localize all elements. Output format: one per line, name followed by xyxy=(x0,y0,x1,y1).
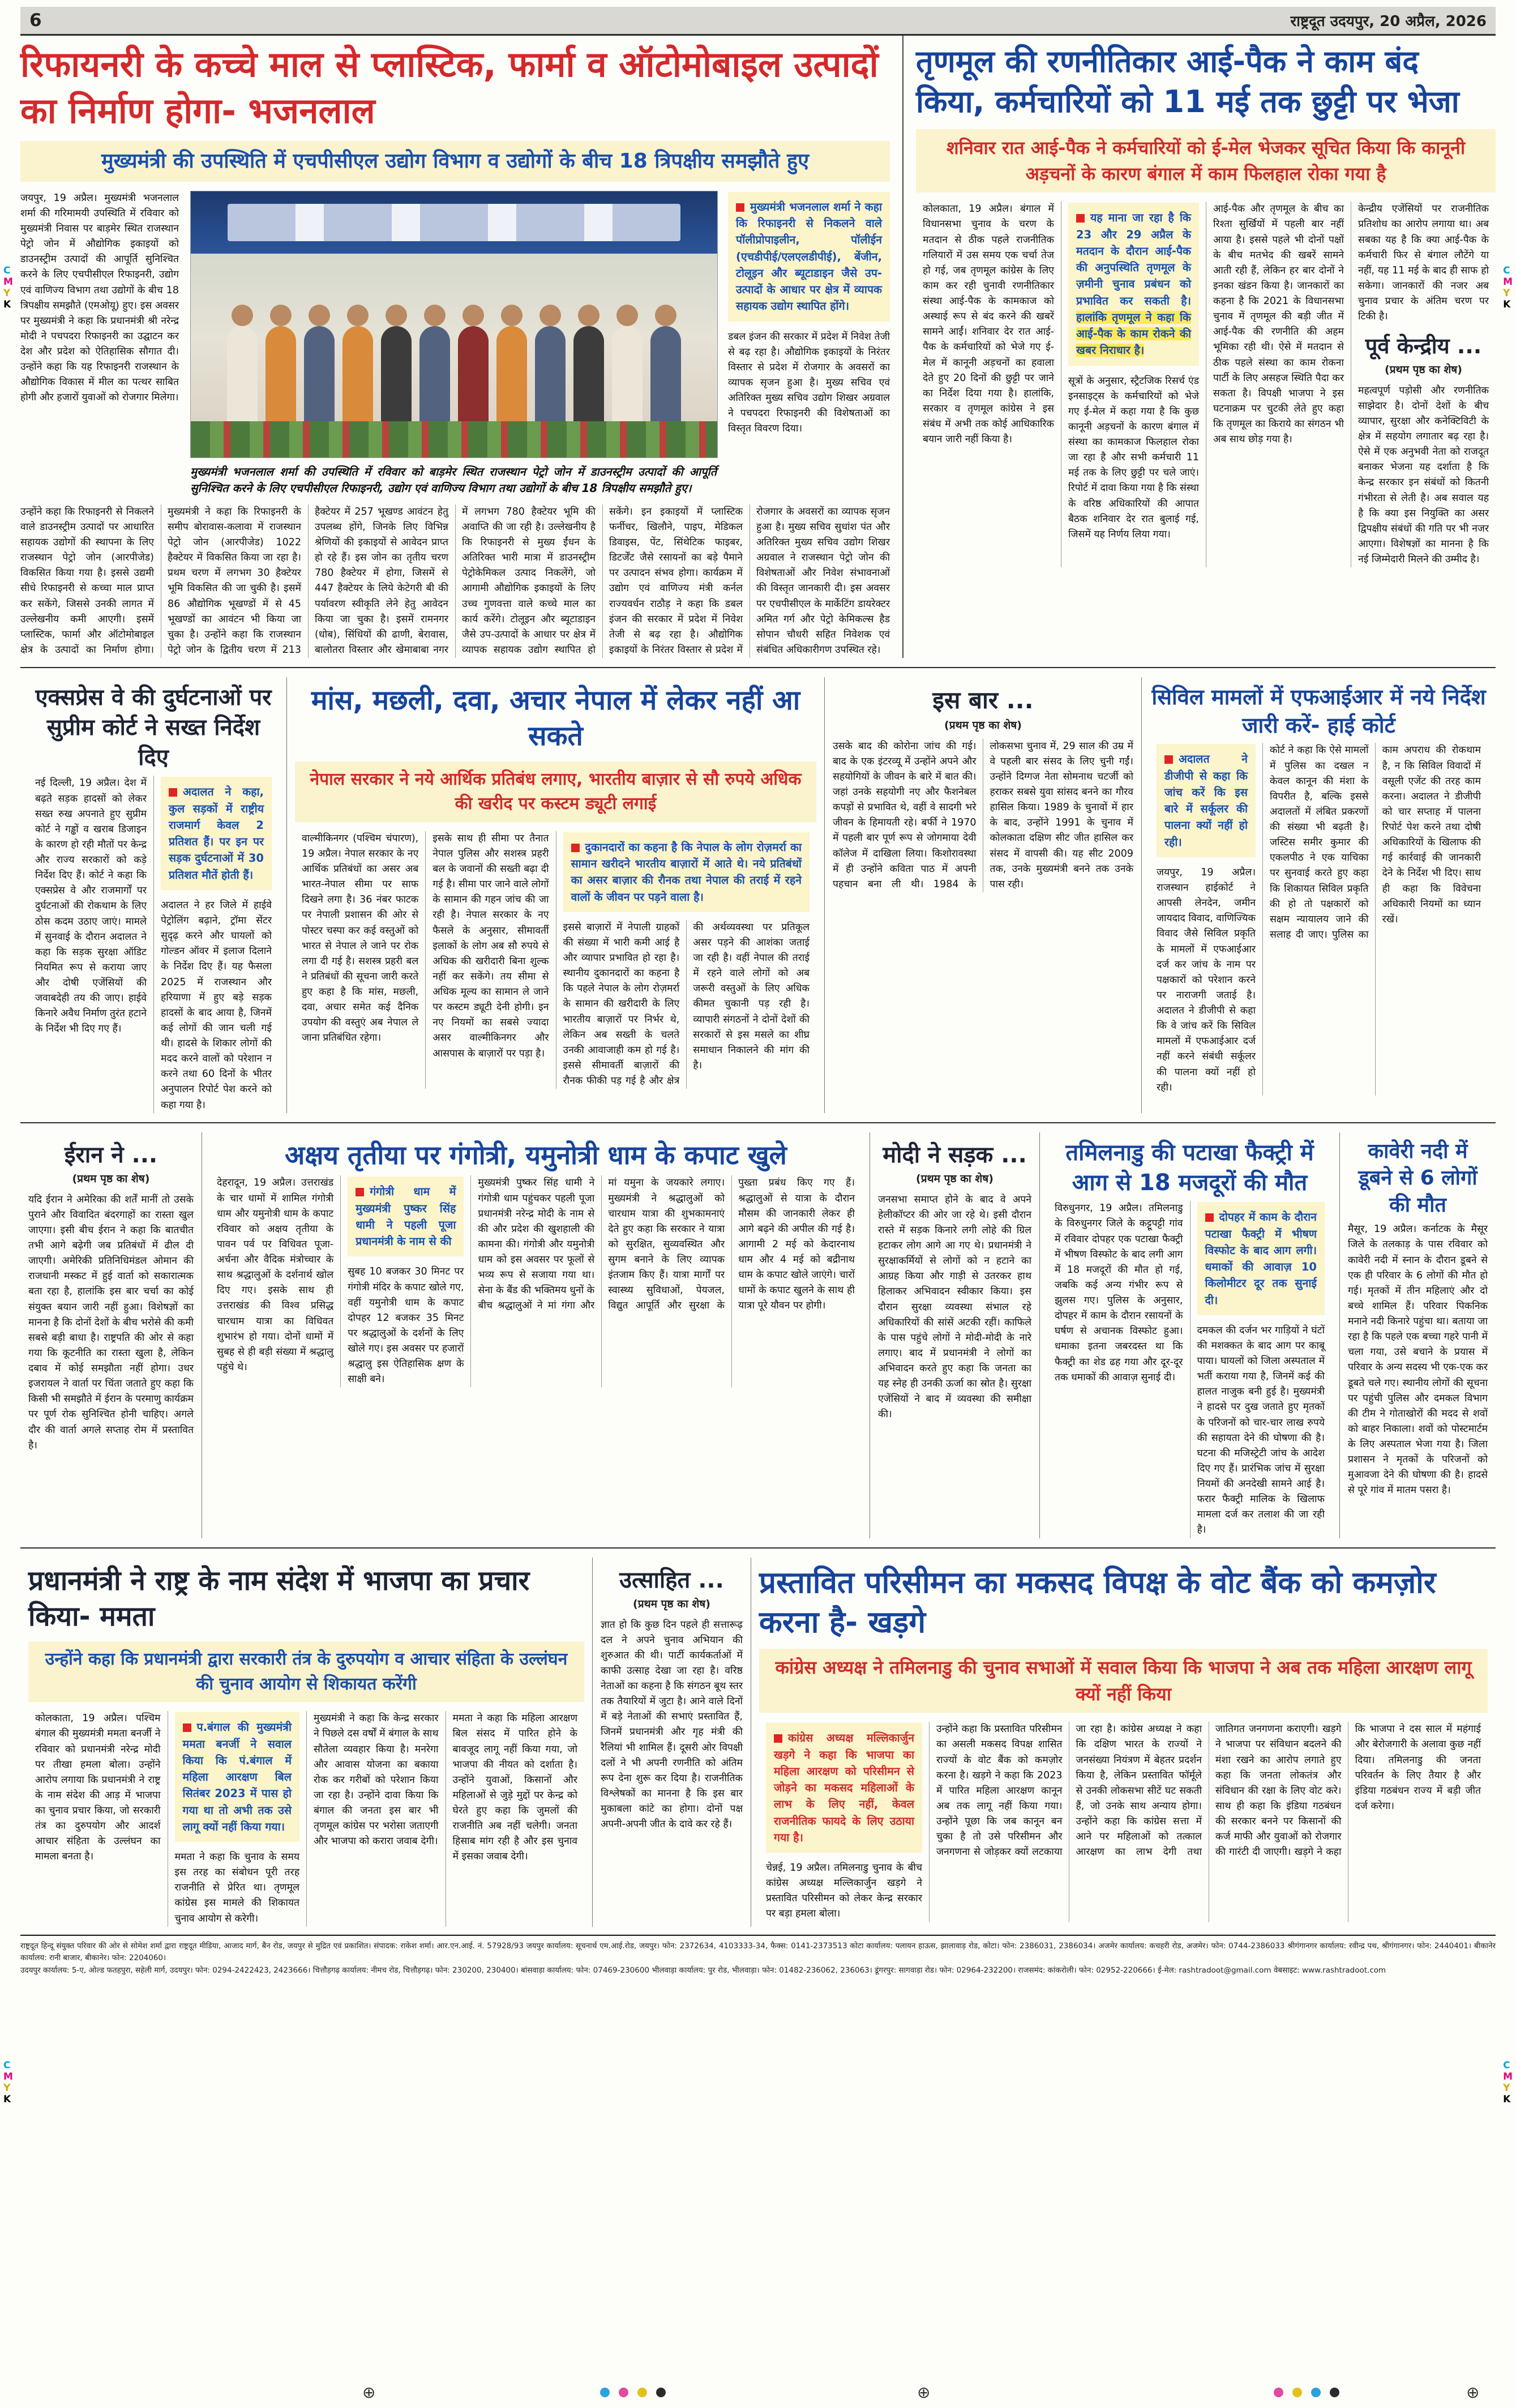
civil-col1 xyxy=(1150,743,1262,1095)
cmyk-letter-y: Y xyxy=(1503,2082,1510,2094)
mamata-headline: प्रधानमंत्री ने राष्ट्र के नाम संदेश में भाजपा का प्रचार किया- ममता xyxy=(28,1564,530,1632)
article-iran-continued xyxy=(20,1132,202,1538)
refinery-body: उन्होंने कहा कि रिफाइनरी से निकलने वाले डाउनस्ट्रीम उत्पादों पर आधारित सहायक उद्योगों की स्थापना के लिए राजस्थान पेट्रो जोन (आरपीजेड) विकसित किया गया है। इससे उद्यमी सीधे रिफाइनरी से कच्चा माल प्राप्त कर सकेंगे, जिससे उनकी लागत में उल्लेखनीय कमी आएगी। इसमें प्लास्टिक, फार्मा और ऑटोमोबाइल क्षेत्र के उत्पादों का निर्माण होगा। मुख्यमंत्री ने कहा कि रिफाइनरी के समीप बोरावास-कलावा में राजस्थान पेट्रो जोन (आरपीजेड) 1022 हैक्टेयर में विकसित किया जा रहा है। प्रथम चरण में लगभग 30 हैक्टेयर भूमि विकसित की जा चुकी है। इसमें 86 औद्योगिक भूखण्डों में से 45 भूखण्डों का आवंटन भी किया जा चुका है। उन्होंने कहा कि राजस्थान पेट्रो जोन के द्वितीय चरण में 213 हैक्टेयर में 257 भूखण्ड आवंटन हेतु उपलब्ध होंगे, जिनके लिए विभिन्न श्रेणियों की इकाइयों से आवेदन प्राप्त हो रहे हैं। इस जोन का तृतीय चरण 780 हैक्टेयर में होगा, जिसमें से 447 हैक्टेयर के लिये केटेगरी बी की पर्यावरण स्वीकृति लेने हेतु आवेदन किया जा चुका है। इसमें रामनगर (धोब), सिंधियों की ढाणी, बेरावास, बालोतरा विस्तार और खेमाबाबा नगर में लगभग 780 हैक्टेयर भूमि की अवाप्ति की जा रही है। उल्लेखनीय है कि रिफाइनरी से मुख्य ईंधन के अतिरिक्त भारी मात्रा में डाउनस्ट्रीम पेट्रोकेमिकल उत्पाद निकलेंगे, जो आगामी औद्योगिक इकाइयों के लिए उच्च गुणवत्ता वाले कच्चे माल का कार्य करेंगे। टोलूइन और ब्यूटाडाइन जैसे उप-उत्पादों के आधार पर क्षेत्र में व्यापक सहायक उद्योग स्थापित हो सकेंगे। इन इकाइयों में प्लास्टिक फर्नीचर, खिलौने, पाइप, मेडिकल डिवाइस, पेंट, सिंथेटिक फाइबर, डिटर्जेंट जैसे रसायनों का बड़े पैमाने पर उत्पादन संभव होगा। कार्यक्रम में उद्योग एवं वाणिज्य मंत्री कर्नल राज्यवर्धन राठौड़ ने कहा कि डबल इंजन की सरकार में प्रदेश में निवेश तेजी से बढ़ रहा है। औद्योगिक इकाइयों के निरंतर विस्तार से प्रदेश में रोजगार के अवसरों का व्यापक सृजन हुआ है। मुख्य सचिव सुधांश पंत और अतिरिक्त मुख्य सचिव उद्योग शिखर अग्रवाल ने राजस्थान पेट्रो जोन की विशेषताओं और निवेश संभावनाओं की विस्तृत जानकारी दी। इस अवसर पर एचपीसीएल के मार्केटिंग डायरेक्टर अमित गर्ग और पेट्रो केमिकल्स हैड सोपान चौधरी सहित निवेशक एवं संबंधित अधिकारीगण उपस्थित रहे। xyxy=(20,506,890,656)
firework-pullquote-box xyxy=(1197,1202,1325,1315)
kharge-body: उन्होंने कहा कि प्रस्तावित परिसीमन का असली मकसद विपक्ष शासित राज्यों के वोट बैंक को कमज़ोर करना है। खड़गे ने कहा कि 2023 में पारित महिला आरक्षण कानून अब तक लागू नहीं किया गया। उन्होंने पूछा कि जब कानून बन चुका है तो उसे परिसीमन और जनगणना से जोड़कर क्यों लटकाया जा रहा है। कांग्रेस अध्यक्ष ने कहा कि दक्षिण भारत के राज्यों ने जनसंख्या नियंत्रण में बेहतर प्रदर्शन किया है, लेकिन प्रस्तावित फॉर्मूले से उनकी लोकसभा सीटें घट सकती हैं, जो उनके साथ अन्याय होगा। उन्होंने कहा कि कांग्रेस सत्ता में आने पर महिलाओं को तत्काल आरक्षण का लाभ देगी तथा जातिगत जनगणना कराएगी। खड़गे ने भाजपा पर संविधान बदलने की मंशा रखने का आरोप लगाते हुए कहा कि जनता लोकतंत्र और संविधान की रक्षा के लिए वोट करे। साथ ही कहा कि इंडिया गठबंधन की सरकार बनने पर किसानों की कर्ज माफी और युवाओं को रोजगार की गारंटी दी जाएगी। खड़गे ने कहा कि भाजपा ने दस साल में महंगाई और बेरोजगारी के अलावा कुछ नहीं दिया। तमिलनाडु की जनता परिवर्तन के लिए तैयार है और इंडिया गठबंधन राज्य में बड़ी जीत दर्ज करेगा। xyxy=(929,1722,1488,1922)
registration-dot-yellow-icon xyxy=(637,2388,647,2397)
iran-headline: ईरान ने ... xyxy=(64,1141,158,1168)
article-refinery xyxy=(20,36,903,658)
cmyk-letter-c: C xyxy=(1503,265,1510,276)
expressway-col2-text: अदालत ने हर जिले में हाईवे पेट्रोलिंग बढ़ाने, ट्रॉमा सेंटर सुदृढ़ करने और घायलों को गोल्डन ऑवर में इलाज दिलाने के निर्देश दिए हैं। यह फैसला 2025 में राजस्थान और हरियाणा में हुए बड़े सड़क हादसों के बाद आया है, जिनमें कई लोगों की जान चली गई थी। हादसे के शिकार लोगों की मदद करने वालों को परेशान न करने तथा 60 दिनों के भीतर अनुपालन रिपोर्ट पेश करने को कहा गया है। xyxy=(161,899,272,1111)
continued-kicker: (प्रथम पृष्ठ का शेष) xyxy=(916,1172,993,1185)
refinery-pullquote-box xyxy=(728,192,890,322)
firework-col2 xyxy=(1190,1201,1332,1538)
continued-kicker: (प्रथम पृष्ठ का शेष) xyxy=(944,718,1022,732)
chardham-col2-text: सुबह 10 बजकर 30 मिनट पर गंगोत्री मंदिर के कपाट खोले गए, वहीं यमुनोत्री धाम के कपाट दोपहर 12 बजकर 35 मिनट पर श्रद्धालुओं के दर्शनों के लिए खोले गए। इस अवसर पर हजारों श्रद्धालु इस ऐतिहासिक क्षण के साक्षी बने। xyxy=(348,1266,464,1385)
refinery-lead: जयपुर, 19 अप्रैल। मुख्यमंत्री भजनलाल शर्मा की गरिमामयी उपस्थिति में रविवार को मुख्यमंत्री निवास पर बाड़मेर स्थित राजस्थान पेट्रो जोन में औद्योगिक इकाइयों को डाउनस्ट्रीम उत्पादों की आपूर्ति सुनिश्चित करने के लिए एचपीसीएल रिफाइनरी, उद्योग एवं वाणिज्य विभाग तथा उद्योगों के बीच 18 त्रिपक्षीय समझौते (एमओयू) हुए। इस अवसर पर मुख्यमंत्री ने कहा कि प्रधानमंत्री श्री नरेन्द्र मोदी ने पचपदरा रिफाइनरी का उद्घाटन कर देश और प्रदेश को ऐतिहासिक सौगात दी। उन्होंने कहा कि यह रिफाइनरी राजस्थान के औद्योगिक विकास में मील का पत्थर साबित होगी और हजारों युवाओं को रोजगार मिलेगा। xyxy=(20,192,179,404)
cmyk-mark-left-bottom xyxy=(3,2061,13,2105)
registration-crosshair-icon: ⊕ xyxy=(362,2383,376,2402)
kharge-pullquote-box xyxy=(766,1723,922,1853)
top-section xyxy=(20,36,1496,658)
registration-dot-cyan-icon xyxy=(600,2388,610,2397)
bullet-square-icon xyxy=(1164,755,1173,764)
firework-headline: तमिलनाडु की पटाखा फैक्ट्री में आग से 18 मजदूरों की मौत xyxy=(1065,1139,1314,1196)
refinery-pullquote-text: मुख्यमंत्री भजनलाल शर्मा ने कहा कि रिफाइनरी से निकलने वाले पॉलीप्रोपाइलीन, पॉलीईन (एचडीपीई/एलएलडीपीई), बेंजीन, टोलूइन और ब्यूटाडाइन जैसे उप-उत्पादों के आधार पर क्षेत्र में व्यापक सहायक उद्योग स्थापित होंगे। xyxy=(736,200,882,313)
civil-col23-text: कोर्ट ने कहा कि ऐसे मामलों में पुलिस का दखल न केवल कानून की मंशा के विपरीत है, बल्कि इससे अदालतों में लंबित प्रकरणों की संख्या भी बढ़ती है। जस्टिस समीर कुमार की एकलपीठ ने एक याचिका पर सुनवाई करते हुए कहा कि शिकायत सिविल प्रकृति की हो तो पक्षकारों को सक्षम न्यायालय जाने की सलाह दी जाए। पुलिस का काम अपराध की रोकथाम है, न कि सिविल विवादों में वसूली एजेंट की तरह काम करना। अदालत ने डीजीपी को चार सप्ताह में पालना रिपोर्ट पेश करने तथा दोषी अधिकारियों के खिलाफ की गई कार्रवाई की जानकारी देने के निर्देश भी दिए। साथ ही कहा कि विवेचना अधिकारी नियमों का ध्यान रखें। xyxy=(1262,743,1488,1095)
civil-headline: सिविल मामलों में एफआईआर में नये निर्देश जारी करें- हाई कोर्ट xyxy=(1151,685,1486,738)
bullet-square-icon xyxy=(571,844,580,852)
kharge-col1-text: चेन्नई, 19 अप्रैल। तमिलनाडु चुनाव के बीच कांग्रेस अध्यक्ष मल्लिकार्जुन खड़गे ने प्रस्तावित परिसीमन को लेकर केन्द्र सरकार पर बड़ा हमला बोला। xyxy=(766,1862,922,1920)
mamata-col4: ममता ने कहा कि महिला आरक्षण बिल संसद में पारित होने के बावजूद लागू नहीं किया गया, जो भाजपा की नीयत को दर्शाता है। उन्होंने युवाओं, किसानों और महिलाओं से जुड़े मुद्दों पर केन्द्र को घेरते हुए कहा कि जुमलों की राजनीति अब नहीं चलेगी। जनता हिसाब मांग रही है और इस चुनाव में इसका जवाब देगी। xyxy=(446,1711,585,1926)
bottom-section xyxy=(20,1558,1496,1927)
cmyk-letter-k: K xyxy=(3,299,11,310)
cmyk-letter-y: Y xyxy=(3,2082,11,2094)
bullet-square-icon xyxy=(774,1734,782,1743)
expressway-pullquote-text: अदालत ने कहा, कुल सड़कों में राष्ट्रीय राजमार्ग केवल 2 प्रतिशत हैं। पर इन पर सड़क दुर्घटनाओं में 30 प्रतिशत मौतें होती हैं। xyxy=(169,785,264,882)
modi-body: जनसभा समाप्त होने के बाद वे अपने हेलीकॉप्टर की ओर जा रहे थे। इसी दौरान रास्ते में सड़क किनारे लगी लोहे की ग्रिल हटाकर लोग आगे आ गए थे। प्रधानमंत्री ने सुरक्षाकर्मियों से लोगों को न हटाने का आग्रह किया और गाड़ी से उतरकर हाथ हिलाकर अभिवादन स्वीकार किया। इस दौरान सुरक्षा व्यवस्था संभाल रहे अधिकारियों की सांसें अटकी रहीं। काफिले के पास पहुंचे लोगों ने मोदी-मोदी के नारे लगाए। बाद में प्रधानमंत्री ने लोगों का अभिवादन करते हुए कहा कि जनता का यह स्नेह ही उनकी ऊर्जा का स्रोत है। सुरक्षा एजेंसियों ने बाद में व्यवस्था की समीक्षा की। xyxy=(878,1194,1031,1421)
nepal-pullquote-box xyxy=(563,832,810,912)
purva-kendriya-body: महत्वपूर्ण पड़ोसी और रणनीतिक साझेदार है। दोनों देशों के बीच व्यापार, सुरक्षा और कनेक्टिविटी के क्षेत्र में सहयोग लगातार बढ़ रहा है। ऐसे में एक अनुभवी नेता को राजदूत बनाकर भेजना यह दर्शाता है कि केन्द्र सरकार इन संबंधों को कितनी गंभीरता से लेती है। अब सवाल यह है कि क्या इस नियुक्ति का असर द्विपक्षीय संबंधों की गति पर भी नजर आएगा। विशेषज्ञों का मानना है कि नई जिम्मेदारी मिलने की उम्मीद है। xyxy=(1358,384,1489,566)
cmyk-letter-k: K xyxy=(1503,299,1511,310)
ipac-col2 xyxy=(1061,202,1206,567)
nepal-col2: इसके साथ ही सीमा पर तैनात नेपाल पुलिस और सशस्त्र प्रहरी बल के जवानों की सख्ती बढ़ा दी गई है। सीमा पार जाने वाले लोगों के सामान की गहन जांच की जा रही है। नेपाल सरकार के नए फैसले के अनुसार, सीमावर्ती इलाकों के लोग अब सौ रुपये से अधिक की खरीदारी बिना शुल्क नहीं कर सकेंगे। तय सीमा से अधिक मूल्य का सामान ले जाने पर कस्टम ड्यूटी देनी होगी। इन नए नियमों का सबसे ज्यादा असर वाल्मीकिनगर और आसपास के बाज़ारों पर पड़ा है। xyxy=(425,831,555,1089)
purva-kendriya-headline: पूर्व केन्द्रीय ... xyxy=(1365,333,1482,359)
bullet-square-icon xyxy=(1076,214,1085,223)
ipac-subhead: शनिवार रात आई-पैक ने कर्मचारियों को ई-मेल भेजकर सूचित किया कि कानूनी अड़चनों के कारण बंगाल में काम फिलहाल रोका गया है xyxy=(916,129,1496,193)
nepal-pullquote-text: दुकानदारों का कहना है कि नेपाल के लोग रोज़मर्रा का सामान खरीदने भारतीय बाज़ारों में आते थे। नये प्रतिबंधों का असर बाज़ार की रौनक तथा नेपाल की तराई में रहने वालों के जीवन पर पड़ने वाला है। xyxy=(571,840,802,904)
expressway-columns xyxy=(28,776,279,1113)
kaveri-headline: कावेरी नदी में डूबने से 6 लोगों की मौत xyxy=(1358,1139,1478,1217)
kharge-pullquote-text: कांग्रेस अध्यक्ष मल्लिकार्जुन खड़गे ने कहा कि भाजपा का महिला आरक्षण को परिसीमन से जोड़ने का मकसद महिलाओं के लाभ के लिए नहीं, केवल राजनीतिक फायदे के लिए उठाया गया है। xyxy=(774,1731,914,1844)
mamata-columns xyxy=(28,1711,584,1926)
cmyk-letter-m: M xyxy=(1503,2071,1513,2082)
middle-section-1 xyxy=(20,677,1496,1113)
imprint-block xyxy=(20,1935,1496,1977)
cmyk-letter-y: Y xyxy=(3,288,11,299)
chardham-col2 xyxy=(340,1175,470,1387)
continued-kicker: (प्रथम पृष्ठ का शेष) xyxy=(72,1172,150,1185)
nepal-col34 xyxy=(556,831,817,1089)
registration-dot-yellow-icon xyxy=(1292,2388,1302,2397)
refinery-side-column xyxy=(728,191,890,497)
ipac-columns xyxy=(916,202,1496,567)
registration-dots-left xyxy=(600,2388,666,2397)
kharge-subhead: कांग्रेस अध्यक्ष ने तमिलनाडु की चुनाव सभाओं में सवाल किया कि भाजपा ने अब तक महिला आरक्षण लागू क्यों नहीं किया xyxy=(759,1649,1488,1713)
registration-dot-black-icon xyxy=(1330,2388,1339,2397)
photo-caption: मुख्यमंत्री भजनलाल शर्मा की उपस्थिति में रविवार को बाड़मेर स्थित राजस्थान पेट्रो जोन में डाउनस्ट्रीम उत्पादों की आपूर्ति सुनिश्चित करने के लिए एचपीसीएल रिफाइनरी, उद्योग एवं वाणिज्य विभाग तथा उद्योगों के बीच 18 त्रिपक्षीय समझौते हुए। xyxy=(190,464,717,495)
civil-columns xyxy=(1150,743,1488,1095)
excited-headline: उत्साहित ... xyxy=(619,1567,724,1593)
registration-crosshair-icon: ⊕ xyxy=(917,2383,931,2402)
cmyk-mark-right-bottom xyxy=(1503,2061,1513,2105)
ipac-col1: कोलकाता, 19 अप्रैल। बंगाल में विधानसभा चुनाव के चरण के मतदान से ठीक पहले राजनीतिक गलियारों में उस समय एक चर्चा तेज हो गई, जब तृणमूल कांग्रेस के लिए काम कर रही चुनावी रणनीतिकार संस्था आई-पैक के कामकाज को अस्थाई रूप से बंद करने की खबरें सामने आईं। शनिवार देर रात आई-पैक के कर्मचारियों को भेजे गए ई-मेल में कानूनी अड़चनों का हवाला देते हुए 20 दिनों की छुट्टी पर जाने का निर्देश दिया गया है। हालांकि, सरकार व तृणमूल कांग्रेस ने इस संबंध में अभी तक कोई आधिकारिक बयान जारी नहीं किया है। xyxy=(923,203,1054,446)
article-isbaar-continued xyxy=(824,677,1141,1113)
bullet-square-icon xyxy=(169,788,177,797)
firework-col2-text: दमकल की दर्जन भर गाड़ियों ने घंटों की मशक्कत के बाद आग पर काबू पाया। घायलों को जिला अस्पताल में भर्ती कराया गया है, जिनमें कई की हालत नाजुक बनी हुई है। मुख्यमंत्री ने हादसे पर दुख जताते हुए मृतकों के परिजनों को चार-चार लाख रुपये की सहायता देने की घोषणा की है। घटना की मजिस्ट्रेटी जांच के आदेश दिए गए हैं। प्रारंभिक जांच में सुरक्षा नियमों की अनदेखी सामने आई है। फरार फैक्ट्री मालिक के खिलाफ मामला दर्ज कर तलाश की जा रही है। xyxy=(1197,1324,1325,1536)
ipac-pullquote-text: यह माना जा रहा है कि 23 और 29 अप्रैल के मतदान के दौरान आई-पैक की अनुपस्थिति तृणमूल के ज़मीनी चुनाव प्रबंधन को प्रभावित कर सकती है। xyxy=(1076,211,1191,307)
modi-headline: मोदी ने सड़क ... xyxy=(883,1141,1027,1168)
registration-dot-magenta-icon xyxy=(619,2388,628,2397)
expressway-col2 xyxy=(153,776,279,1113)
refinery-side-text: डबल इंजन की सरकार में प्रदेश में निवेश तेजी से बढ़ रहा है। औद्योगिक इकाइयों के निरंतर विस्तार से प्रदेश में रोजगार के अवसरों का व्यापक सृजन हुआ है। मुख्य सचिव एवं अतिरिक्त मुख्य सचिव उद्योग शिखर अग्रवाल ने पचपदरा रिफाइनरी की विशेषताओं का विस्तृत विवरण दिया। xyxy=(728,331,890,435)
bullet-square-icon xyxy=(736,203,744,212)
masthead-dateline: राष्ट्रदूत उदयपुर, 20 अप्रैल, 2026 xyxy=(1290,13,1487,30)
page-number: 6 xyxy=(29,10,42,31)
kharge-col1 xyxy=(759,1722,929,1922)
expressway-col1: नई दिल्ली, 19 अप्रैल। देश में बढ़ते सड़क हादसों को लेकर सख्त रुख अपनाते हुए सुप्रीम कोर्ट ने गड्ढों व खराब डिजाइन के कारण हो रही मौतों पर केन्द्र और राज्य सरकारों को कड़े निर्देश दिए हैं। कोर्ट ने कहा कि एक्सप्रेस वे और राजमार्गों पर दुर्घटनाओं की रोकथाम के लिए ठोस कदम उठाए जाएं। मामले में सुनवाई के दौरान अदालत ने कहा कि सड़क सुरक्षा ऑडिट नियमित रूप से कराया जाए और दोषी एजेंसियों की जवाबदेही तय की जाए। हाईवे किनारे अवैध निर्माण तुरंत हटाने के निर्देश भी दिए गए हैं। xyxy=(35,777,147,1035)
cmyk-letter-c: C xyxy=(3,265,11,276)
chardham-pullquote-box xyxy=(348,1177,464,1256)
chardham-col345-text: मुख्यमंत्री पुष्कर सिंह धामी ने गंगोत्री धाम पहुंचकर पहली पूजा प्रधानमंत्री नरेन्द्र मोदी के नाम से की और प्रदेश की खुशहाली की कामना की। गंगोत्री और यमुनोत्री धाम को इस अवसर पर फूलों से भव्य रूप से सजाया गया था। सेना के बैंड की भक्तिमय धुनों के बीच श्रद्धालुओं ने मां गंगा और मां यमुना के जयकारे लगाए। मुख्यमंत्री ने श्रद्धालुओं को चारधाम यात्रा की शुभकामनाएं देते हुए कहा कि सरकार ने यात्रा को सुरक्षित, सुव्यवस्थित और सुगम बनाने के लिए व्यापक इंतजाम किए हैं। यात्रा मार्गों पर स्वास्थ्य सुविधाओं, पेयजल, विद्युत आपूर्ति और सुरक्षा के पुख्ता प्रबंध किए गए हैं। श्रद्धालुओं से यात्रा के दौरान मौसम की जानकारी लेकर ही आगे बढ़ने की अपील की गई है। आगामी 2 मई को केदारनाथ धाम और 4 मई को बद्रीनाथ धाम के कपाट खोले जाएंगे। चारों धामों के कपाट खुलने के साथ ही यात्रा पूरे यौवन पर होगी। xyxy=(470,1175,862,1387)
mamata-col3: मुख्यमंत्री ने कहा कि केन्द्र सरकार ने पिछले दस वर्षों में बंगाल के साथ सौतेला व्यवहार किया है। मनरेगा और आवास योजना का बकाया रोक कर गरीबों को परेशान किया जा रहा है। उन्होंने दावा किया कि बंगाल की जनता इस बार भी तृणमूल कांग्रेस पर भरोसा जताएगी और भाजपा को करारा जवाब देगी। xyxy=(306,1711,446,1926)
expressway-pullquote-box xyxy=(161,777,272,890)
article-expressway xyxy=(20,677,286,1113)
cmyk-letter-m: M xyxy=(1503,276,1513,288)
isbaar-headline: इस बार ... xyxy=(932,686,1034,715)
firework-pullquote-text: दोपहर में काम के दौरान पटाखा फैक्ट्री में भीषण विस्फोट के बाद आग लगी। धमाकों की आवाज़ 10 किलोमीटर दूर तक सुनाई दी। xyxy=(1205,1211,1317,1307)
section-divider xyxy=(20,1547,1496,1549)
kaveri-body: मैसूर, 19 अप्रैल। कर्नाटक के मैसूर जिले के तलकाड़ के पास रविवार को कावेरी नदी में स्नान के दौरान डूबने से एक ही परिवार के 6 लोगों की मौत हो गई। मृतकों में तीन महिलाएं और दो बच्चे शामिल हैं। परिवार पिकनिक मनाने नदी किनारे पहुंचा था। बताया जा रहा है कि पहले एक बच्चा गहरे पानी में चला गया, उसे बचाने के प्रयास में परिवार के अन्य सदस्य भी एक-एक कर डूबते चले गए। स्थानीय लोगों की सूचना पर पहुंची पुलिस और दमकल विभाग की टीम ने गोताखोरों की मदद से शवों को बाहर निकाला। शवों को पोस्टमार्टम के लिए अस्पताल भेजा गया है। जिला प्रशासन ने मृतकों के परिजनों को मुआवजा देने की घोषणा की है। हादसे से पूरे गांव में मातम पसरा है। xyxy=(1348,1224,1488,1496)
civil-col1-text: जयपुर, 19 अप्रैल। राजस्थान हाईकोर्ट ने आपसी लेनदेन, जमीन जायदाद विवाद, वाणिज्यिक विवाद जैसे सिविल प्रकृति के मामलों में एफआईआर दर्ज कर जांच के नाम पर पक्षकारों को परेशान करने पर नाराजगी जताई है। अदालत ने डीजीपी से कहा कि वे जांच करें कि सिविल मामलों में एफआईआर दर्ज नहीं करने संबंधी सर्कूलर की पालना क्यों नहीं हो रही। xyxy=(1157,866,1256,1093)
registration-dots-right xyxy=(1274,2388,1339,2397)
chardham-columns xyxy=(210,1175,862,1387)
refinery-subhead: मुख्यमंत्री की उपस्थिति में एचपीसीएल उद्योग विभाग व उद्योगों के बीच 18 त्रिपक्षीय समझौते हुए xyxy=(20,141,890,182)
section-divider xyxy=(20,667,1496,668)
mamata-pullquote-text: प.बंगाल की मुख्यमंत्री ममता बनर्जी ने सवाल किया कि पं.बंगाल में महिला आरक्षण बिल सितंबर 2023 में पास हो गया था तो अभी तक उसे लागू क्यों नहीं किया गया। xyxy=(182,1721,292,1833)
iran-body: यदि ईरान ने अमेरिका की शर्तें मानीं तो उसके पुराने और विवादित बंदरगाहों का रास्ता खुल जाएगा। इसी बीच ईरान ने कहा कि बातचीत तभी आगे बढ़ेगी जब प्रतिबंधों में ढील दी जाएगी। अमेरिकी प्रतिनिधिमंडल ओमान की राजधानी मस्कट में हुई वार्ता को सकारात्मक बता रहा है, हालांकि इस बार चर्चा का कोई संयुक्त बयान जारी नहीं हुआ। विशेषज्ञों का मानना है कि दोनों देशों के बीच भरोसे की कमी सबसे बड़ी बाधा है। राष्ट्रपति की ओर से कहा गया कि कूटनीति का रास्ता खुला है, लेकिन दबाव में कोई समझौता नहीं होगा। उधर इजरायल ने वार्ता पर चिंता जताते हुए कहा कि किसी भी समझौते में ईरान के परमाणु कार्यक्रम पर पूर्ण रोक सुनिश्चित होनी चाहिए। अगले दौर की वार्ता अगले सप्ताह रोम में प्रस्तावित है। xyxy=(28,1194,194,1451)
photo-banner xyxy=(191,191,717,254)
article-ipac xyxy=(903,36,1496,658)
article-excited-continued xyxy=(592,1558,751,1927)
expressway-headline: एक्सप्रेस वे की दुर्घटनाओं पर सुप्रीम कोर्ट ने सख्त निर्देश दिए xyxy=(35,685,272,771)
chardham-col1: देहरादून, 19 अप्रैल। उत्तराखंड के चार धामों में शामिल गंगोत्री धाम और यमुनोत्री धाम के कपाट रविवार को अक्षय तृतीया के पावन पर्व पर विधिवत पूजा-अर्चना और वैदिक मंत्रोच्चार के साथ श्रद्धालुओं के दर्शनार्थ खोल दिए गए। इसके साथ ही उत्तराखंड की विश्व प्रसिद्ध चारधाम यात्रा का विधिवत शुभारंभ हो गया। दोनों धामों में सुबह से ही बड़ी संख्या में श्रद्धालु पहुंचे थे। xyxy=(217,1177,334,1373)
article-kaveri xyxy=(1339,1132,1496,1538)
firework-columns xyxy=(1048,1201,1331,1538)
ipac-col3: आई-पैक और तृणमूल के बीच का रिश्ता सुर्खियों में पहली बार नहीं आया है। इससे पहले भी दोनों पक्षों के बीच मतभेद की खबरें सामने आती रही हैं, लेकिन हर बार दोनों ने इनका खंडन किया है। जानकारों का कहना है कि 2021 के विधानसभा चुनाव में तृणमूल की बड़ी जीत में आई-पैक की रणनीति की अहम भूमिका रही थी। ऐसे में मतदान से ठीक पहले संस्था का काम रोकना पार्टी के लिए असहज स्थिति पैदा कर सकता है। विपक्षी भाजपा ने इस घटनाक्रम पर चुटकी लेते हुए कहा कि तृणमूल का किराये का संगठन भी अब साथ छोड़ गया है। xyxy=(1206,202,1351,567)
kharge-columns xyxy=(759,1722,1488,1922)
refinery-media-row xyxy=(20,191,890,497)
ipac-col2-text: सूत्रों के अनुसार, स्ट्रैटजिक रिसर्च एंड इनसाइट्स के कर्मचारियों को भेजे गए ई-मेल में कहा गया है कि कुछ कानूनी अड़चनों के कारण बंगाल में संस्था का कामकाज फिलहाल रोका जा रहा है और सभी कर्मचारी 11 मई तक के लिए छुट्टी पर चले जाएं। रिपोर्ट में दावा किया गया है कि संस्था के वरिष्ठ अधिकारियों की आपात बैठक शनिवार देर रात बुलाई गई, जिसमें यह निर्णय लिया गया। xyxy=(1068,375,1199,540)
photo-flowers xyxy=(191,421,717,457)
nepal-headline: मांस, मछली, दवा, अचार नेपाल में लेकर नहीं आ सकते xyxy=(311,685,800,752)
ipac-pullquote-box xyxy=(1068,203,1199,365)
ipac-headline: तृणमूल की रणनीतिकार आई-पैक ने काम बंद किया, कर्मचारियों को 11 मई तक छुट्टी पर भेजा xyxy=(916,44,1459,120)
registration-dot-magenta-icon xyxy=(1274,2388,1283,2397)
mamata-col1: कोलकाता, 19 अप्रैल। पश्चिम बंगाल की मुख्यमंत्री ममता बनर्जी ने रविवार को प्रधानमंत्री नरेन्द्र मोदी पर तीखा हमला बोला। उन्होंने आरोप लगाया कि प्रधानमंत्री ने राष्ट्र के नाम संदेश की आड़ में भाजपा का चुनाव प्रचार किया, जो सरकारी तंत्र का दुरुपयोग और आदर्श आचार संहिता के उल्लंघन का मामला बनता है। xyxy=(35,1713,161,1863)
section-divider xyxy=(20,1122,1496,1123)
continued-kicker: (प्रथम पृष्ठ का शेष) xyxy=(1385,363,1462,376)
bullet-square-icon xyxy=(356,1188,364,1196)
registration-strip xyxy=(0,2383,1516,2402)
event-photo-figure xyxy=(190,191,717,497)
mamata-col2-text: ममता ने कहा कि चुनाव के समय इस तरह का संबोधन पूरी तरह राजनीति से प्रेरित था। तृणमूल कांग्रेस इस मामले की शिकायत चुनाव आयोग से करेगी। xyxy=(174,1851,299,1924)
civil-pullquote-box xyxy=(1157,744,1256,857)
cmyk-mark-right-top xyxy=(1503,266,1513,310)
kharge-headline: प्रस्तावित परिसीमन का मकसद विपक्ष के वोट बैंक को कमज़ोर करना है- खड़गे xyxy=(759,1565,1436,1640)
bullet-square-icon xyxy=(1205,1213,1214,1222)
imprint-line-2: उदयपुर कार्यालय: 5-ए, ओल्ड फतहपुरा, सहेली मार्ग, उदयपुर। फोन: 0294-2422423, 2423666। चित्तौड़गढ़ कार्यालय: नीमच रोड, चित्तौड़गढ़। फोन: 230200, 230400। बांसवाड़ा कार्यालय: फोन: 07469-230600 भीलवाड़ा कार्यालय: पुर रोड, भीलवाड़ा। फोन: 01482-236062, 236063। डूंगरपुर: सागवाड़ा रोड। फोन: 02964-232200। राजसमंद: कांकरोली। फोन: 02952-220666। ई-मेल: rashtradoot@gmail.com वेबसाइट: www.rashtradoot.com xyxy=(20,1965,1386,1975)
ipac-pullquote-marked: हालांकि तृणमूल ने कहा कि आई-पैक के काम रोकने की खबर निराधार है। xyxy=(1076,310,1191,357)
mamata-col2 xyxy=(168,1711,307,1926)
ipac-col4 xyxy=(1351,202,1496,567)
article-kharge xyxy=(751,1558,1496,1927)
civil-pullquote-text: अदालत ने डीजीपी से कहा कि जांच करें कि इस बारे में सर्कूलर की पालना क्यों नहीं हो रही। xyxy=(1164,752,1248,849)
registration-dot-cyan-icon xyxy=(1311,2388,1321,2397)
page-header xyxy=(20,7,1496,36)
middle-section-2 xyxy=(20,1132,1496,1538)
cmyk-letter-c: C xyxy=(3,2060,11,2071)
article-nepal-ban xyxy=(286,677,824,1113)
article-mamata xyxy=(20,1558,592,1927)
nepal-col1: वाल्मीकिनगर (पश्चिम चंपारण), 19 अप्रैल। नेपाल सरकार के नए आर्थिक प्रतिबंधों का असर अब भारत-नेपाल सीमा पर साफ दिखने लगा है। 36 नंबर फाटक पर नेपाली प्रशासन की ओर से पोस्टर चस्पा कर कई वस्तुओं को भारत से नेपाल ले जाने पर रोक लगा दी गई है। सशस्त्र प्रहरी बल ने प्रतिबंधों की सूचना जारी करते हुए कहा है कि मांस, मछली, दवा, अचार समेत कई दैनिक उपयोग की वस्तुएं अब नेपाल ले जाना प्रतिबंधित रहेगा। xyxy=(302,832,419,1044)
continued-kicker: (प्रथम पृष्ठ का शेष) xyxy=(633,1597,710,1610)
excited-body: ज्ञात हो कि कुछ दिन पहले ही सत्तारूढ़ दल ने अपने चुनाव अभियान की शुरुआत की थी। पार्टी कार्यकर्ताओं में काफी उत्साह देखा जा रहा है। वरिष्ठ नेताओं का कहना है कि संगठन बूथ स्तर तक तैयारियों में जुटा है। आने वाले दिनों में बड़े नेताओं की सभाएं प्रस्तावित हैं, जिनमें प्रधानमंत्री और गृह मंत्री की रैलियां भी शामिल हैं। दूसरी ओर विपक्षी दलों ने भी अपनी रणनीति को अंतिम रूप देना शुरू कर दिया है। राजनीतिक विश्लेषकों का मानना है कि इस बार मुकाबला कांटे का होगा। दोनों पक्ष अपनी-अपनी जीत के दावे कर रहे हैं। xyxy=(601,1619,743,1830)
ipac-col4-top: केन्द्रीय एजेंसियों पर राजनीतिक प्रतिशोध का आरोप लगाया था। अब सबका यह है कि क्या आई-पैक के कर्मचारी फिर से बंगाल लौटेंगे या नहीं, यह 11 मई के बाद ही साफ हो सकेगा। जानकारों की नजर अब चुनाव प्रचार के अंतिम चरण पर टिकी है। xyxy=(1358,203,1489,323)
nepal-columns xyxy=(295,831,816,1089)
cmyk-letter-c: C xyxy=(1503,2060,1510,2071)
cmyk-letter-k: K xyxy=(3,2094,11,2105)
cmyk-letter-m: M xyxy=(3,276,13,288)
article-firework xyxy=(1039,1132,1339,1538)
photo-people xyxy=(191,326,717,421)
chardham-pullquote-text: गंगोत्री धाम में मुख्यमंत्री पुष्कर सिंह धामी ने पहली पूजा प्रधानमंत्री के नाम से की xyxy=(356,1185,456,1248)
cmyk-letter-y: Y xyxy=(1503,288,1510,299)
registration-dot-black-icon xyxy=(656,2388,666,2397)
nepal-subhead: नेपाल सरकार ने नये आर्थिक प्रतिबंध लगाए, भारतीय बाज़ार से सौ रुपये अधिक की खरीद पर कस्टम ड्यूटी लगाई xyxy=(295,762,816,822)
event-photo xyxy=(190,191,718,458)
isbaar-body: उसके बाद की कोरोना जांच की गई। बाद के एक इंटरव्यू में उन्होंने अपने और सहयोगियों के जीवन के बारे में बात की। जहां उनके सहयोगी नए और फैशनेबल कपड़ों से प्रभावित थे, वहीं वे सादगी भरे जीवन के हिमायती रहे। बर्फी ने 1970 में पहली बार पूर्ण रूप से जोगमाया देवी कॉलेज में दाखिला लिया। किशोरावस्था में ही उन्होंने कविता पाठ में अपनी पहचान बना ली थी। 1984 के लोकसभा चुनाव में, 29 साल की उम्र में वे पहली बार संसद के लिए चुनी गईं। उन्होंने दिग्गज नेता सोमनाथ चटर्जी को हराकर सबसे युवा सांसद बनने का गौरव हासिल किया। 1989 के चुनावों में हार के बाद, उन्होंने 1991 के चुनाव में कोलकाता दक्षिण सीट जीत हासिल कर संसद में वापसी की। यह सीट 2009 तक, उनके मुख्यमंत्री बनने तक उनके पास रही। xyxy=(833,740,1133,890)
cmyk-mark-left-top xyxy=(3,266,13,310)
nepal-col34-text: इससे बाज़ारों में नेपाली ग्राहकों की संख्या में भारी कमी आई है और व्यापार प्रभावित हो रहा है। स्थानीय दुकानदारों का कहना है कि पहले नेपाल के लोग रोज़मर्रा के सामान की खरीदारी के लिए भारतीय बाज़ारों पर निर्भर थे, लेकिन अब सख्ती के चलते उनकी आवाजाही कम हो गई है। इससे सीमावर्ती बाज़ारों की रौनक फीकी पड़ गई है और क्षेत्र की अर्थव्यवस्था पर प्रतिकूल असर पड़ने की आशंका जताई जा रही है। वहीं नेपाल की तराई में रहने वाले लोगों को अब जरूरी वस्तुओं के लिए अधिक कीमत चुकानी पड़ रही है। व्यापारी संगठनों ने दोनों देशों की सरकारों से इस मसले का शीघ्र समाधान निकालने की मांग की है। xyxy=(563,921,810,1087)
cmyk-letter-m: M xyxy=(3,2071,13,2082)
article-chardham xyxy=(202,1132,870,1538)
refinery-headline: रिफायनरी के कच्चे माल से प्लास्टिक, फार्मा व ऑटोमोबाइल उत्पादों का निर्माण होगा- भजनलाल xyxy=(20,44,879,131)
article-modi-continued xyxy=(870,1132,1039,1538)
firework-col1: विरुधुनगर, 19 अप्रैल। तमिलनाडु के विरुधुनगर जिले के कट्टूपट्टी गांव में रविवार दोपहर एक पटाखा फैक्ट्री में भीषण विस्फोट के बाद लगी आग में 18 मजदूरों की मौत हो गई, जबकि कई अन्य गंभीर रूप से झुलस गए। पुलिस के अनुसार, दोपहर में काम के दौरान रसायनों के घर्षण से अचानक विस्फोट हुआ। धमाका इतना जबरदस्त था कि फैक्ट्री का शेड ढह गया और दूर-दूर तक धमाकों की आवाज़ सुनाई दी। xyxy=(1055,1203,1183,1383)
mamata-pullquote-box xyxy=(175,1712,300,1842)
bullet-square-icon xyxy=(183,1723,191,1732)
article-civil-fir xyxy=(1141,677,1496,1113)
chardham-headline: अक्षय तृतीया पर गंगोत्री, यमुनोत्री धाम के कपाट खुले xyxy=(285,1139,787,1170)
registration-crosshair-icon: ⊕ xyxy=(1466,2383,1480,2402)
cmyk-letter-k: K xyxy=(1503,2094,1511,2105)
imprint-line-1: राष्ट्रदूत हिन्दू संयुक्त परिवार की ओर से सोमेश शर्मा द्वारा राष्ट्रदूत मीडिया, आजाद मार्ग, बैन रोड, जयपुर से मुद्रित एवं प्रकाशित। संपादक: राकेश शर्मा। आर.एन.आई. नं. 57928/93 जयपुर कार्यालय: सूचनार्थ एम.आई.रोड, जयपुर। फोन: 2372634, 4103333-34, फैक्स: 0141-2373513 कोटा कार्यालय: पलायन हाऊस, झालावाड़ रोड, कोटा। फोन: 2386031, 2386034। अजमेर कार्यालय: कचहरी रोड, अजमेर। फोन: 0744-2386033 श्रीगंगानगर कार्यालय: रवीन्द्र पथ, श्रीगंगानगर। फोन: 2440401। बीकानेर कार्यालय: रानी बाजार, बीकानेर। फोन: 2204060। xyxy=(20,1941,1496,1963)
mamata-subhead: उन्होंने कहा कि प्रधानमंत्री द्वारा सरकारी तंत्र के दुरुपयोग व आचार संहिता के उल्लंघन की चुनाव आयोग से शिकायत करेंगी xyxy=(28,1641,584,1702)
